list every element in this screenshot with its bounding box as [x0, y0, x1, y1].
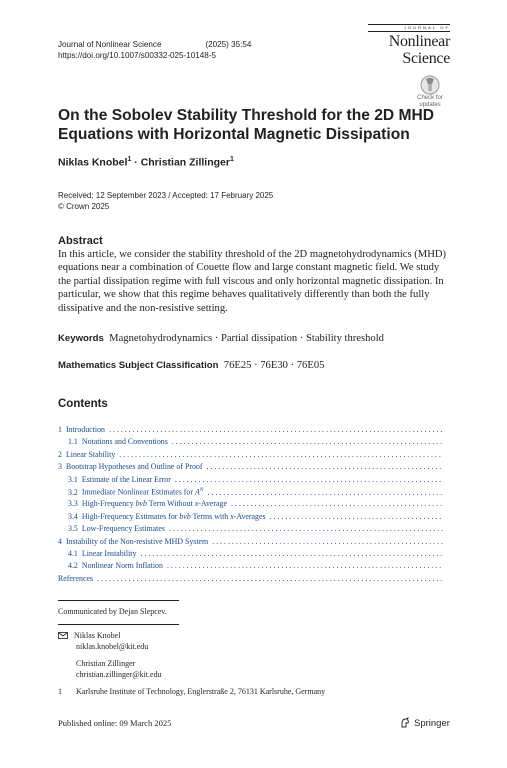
toc-item-norm-inflation[interactable]: 4.2 Nonlinear Norm Inflation . . .: [58, 561, 443, 573]
received-dates: Received: 12 September 2023 / Accepted: 17 February 2025: [58, 191, 274, 200]
crossmark-icon: [420, 75, 440, 95]
contact-name: Niklas Knobel: [74, 631, 121, 640]
communicated-by: Communicated by Dejan Slepcev.: [58, 607, 167, 616]
toc-item-introduction[interactable]: 1 Introduction . . .: [58, 425, 443, 437]
abstract-text: In this article, we consider the stability threshold of the 2D magnetohydrodynamics (MHD) equations near a combination of Couette flow and large constant magnetic field. We study the partial dissipation regime with full viscous and only horizontal magnetic dissipation. In particular, we show that this regime behaves qualitatively differently than both the fully dissipative and the non-resistive setting.: [58, 249, 447, 314]
keywords: [58, 333, 448, 344]
toc-item-low-freq[interactable]: 3.5 Low-Frequency Estimates . . .: [58, 524, 443, 536]
publisher-logo: [399, 717, 450, 729]
contact-block: [58, 630, 162, 680]
received-info: [58, 190, 273, 212]
affiliation: [58, 687, 325, 696]
footnote-rule: [58, 624, 179, 625]
crossmark-line1: Check for: [417, 95, 443, 101]
journal-name: Journal of Nonlinear Science: [58, 40, 162, 49]
toc-item-instability[interactable]: 4 Instability of the Non-resistive MHD System . . .: [58, 537, 443, 549]
affiliation-marker: 1: [127, 156, 132, 163]
toc-label-high-freq-without: High-Frequency bvb Term Without x-Average: [81, 499, 227, 509]
copyright: © Crown 2025: [58, 202, 110, 211]
contact-email[interactable]: niklas.knobel@kit.edu: [76, 642, 149, 651]
msc-classification: [58, 360, 448, 371]
journal-logo-line1: Nonlinear: [388, 33, 450, 50]
doi-link[interactable]: https://doi.org/10.1007/s00332-025-10148-5: [58, 51, 216, 60]
msc-label: Mathematics Subject Classification: [58, 360, 219, 371]
keywords-text: Magnetohydrodynamics · Partial dissipation · Stability threshold: [109, 333, 384, 344]
volume-id: (2025) 35:54: [205, 40, 252, 49]
toc-item-references[interactable]: References . . .: [58, 574, 443, 586]
table-of-contents: [58, 425, 443, 586]
publisher-name: Springer: [414, 717, 450, 729]
msc-codes: 76E25 · 76E30 · 76E05: [223, 360, 325, 371]
keywords-label: Keywords: [58, 333, 104, 344]
footnote-rule: [58, 600, 179, 601]
toc-label-immediate: Immediate Nonlinear Estimates for $A^N$: [81, 486, 204, 497]
contact-email[interactable]: christian.zillinger@kit.edu: [76, 670, 162, 679]
journal-logo-line2: Science: [402, 50, 450, 67]
toc-item-bootstrap[interactable]: 3 Bootstrap Hypotheses and Outline of Proof . . .: [58, 462, 443, 474]
toc-item-notations[interactable]: 1.1 Notations and Conventions . . .: [58, 437, 443, 449]
affiliation-marker: 1: [229, 156, 234, 163]
journal-logo-small: JOURNAL OF: [368, 24, 450, 32]
toc-item-high-freq-with[interactable]: 3.4 High-Frequency Estimates for bvb Terms with x-Averages . . .: [58, 512, 443, 524]
toc-label-high-freq-with: High-Frequency Estimates for bvb Terms with x-Averages: [81, 511, 266, 521]
toc-item-linear-instability[interactable]: 4.1 Linear Instability . . .: [58, 549, 443, 561]
running-header: [58, 39, 251, 61]
author-separator: ·: [131, 156, 141, 169]
author-list: [58, 156, 234, 169]
affiliation-text: Karlsruhe Institute of Technology, Englerstraße 2, 76131 Karlsruhe, Germany: [76, 687, 326, 696]
toc-item-linear-error[interactable]: 3.1 Estimate of the Linear Error . . .: [58, 475, 443, 487]
crossmark-line2: updates: [419, 101, 441, 108]
toc-item-immediate-estimates[interactable]: 3.2 Immediate Nonlinear Estimates for $A^N$ . . .: [58, 487, 443, 499]
contents-heading: Contents: [58, 398, 108, 410]
envelope-icon: [58, 632, 68, 639]
affiliation-number: 1: [58, 687, 62, 696]
published-date: Published online: 09 March 2025: [58, 718, 172, 728]
check-for-updates-badge[interactable]: [412, 75, 448, 108]
toc-item-linear-stability[interactable]: 2 Linear Stability . . .: [58, 450, 443, 462]
author-name: Christian Zillinger: [140, 156, 230, 169]
contact-name: Christian Zillinger: [76, 659, 136, 668]
journal-logo: [368, 24, 450, 66]
toc-item-high-freq-without[interactable]: 3.3 High-Frequency bvb Term Without x-Average . . .: [58, 499, 443, 511]
paper-title: On the Sobolev Stability Threshold for the 2D MHD Equations with Horizontal Magnetic Dissipation: [58, 107, 435, 143]
author-name: Niklas Knobel: [58, 156, 128, 169]
abstract-heading: Abstract: [58, 235, 103, 247]
springer-horse-icon: [399, 717, 411, 729]
